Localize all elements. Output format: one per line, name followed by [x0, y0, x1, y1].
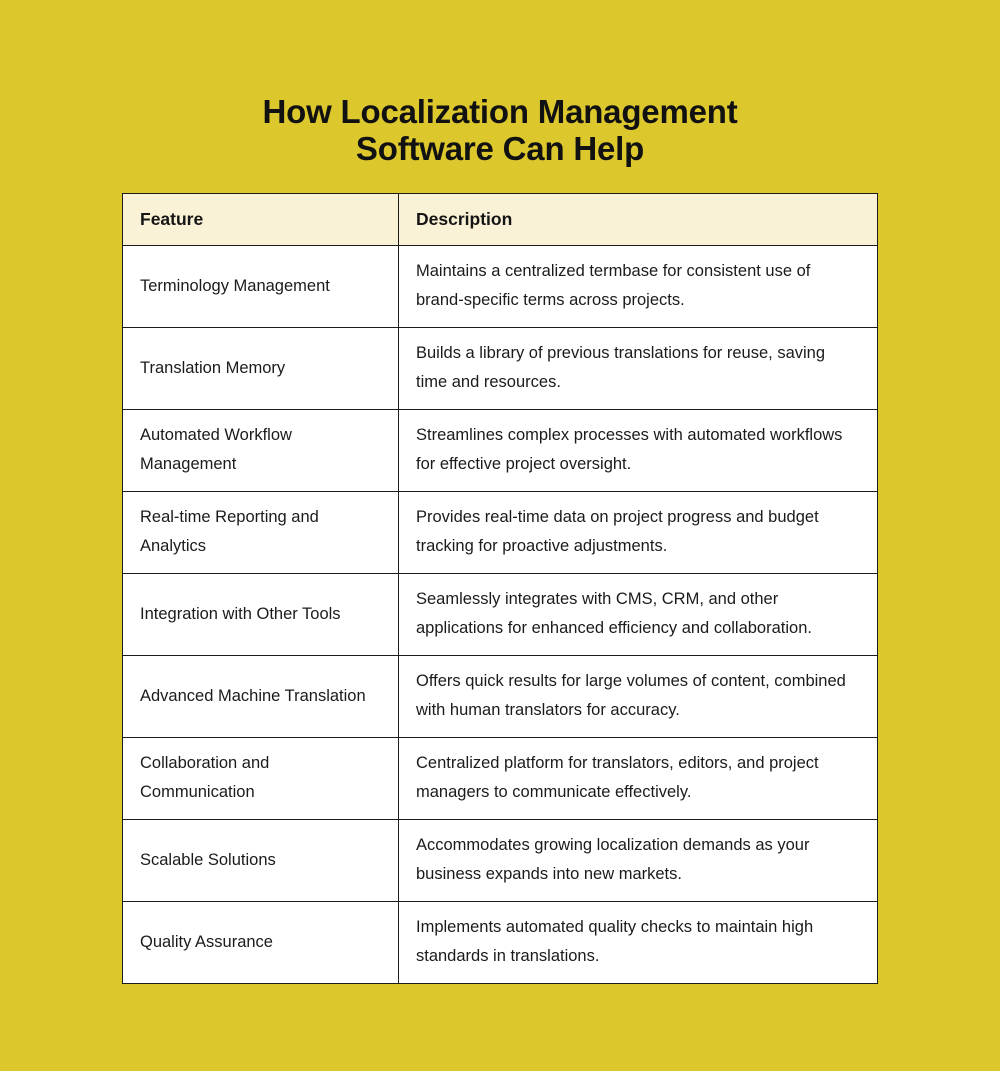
table-row	[123, 410, 878, 492]
description-cell: Centralized platform for translators, editors, and project managers to communicate effectively.	[399, 738, 878, 820]
feature-cell: Integration with Other Tools	[123, 574, 399, 656]
feature-table	[122, 193, 878, 984]
description-cell: Maintains a centralized termbase for consistent use of brand-specific terms across projects.	[399, 246, 878, 328]
table-row	[123, 246, 878, 328]
description-cell: Offers quick results for large volumes of content, combined with human translators for accuracy.	[399, 656, 878, 738]
page-title-line1: How Localization Management	[262, 93, 738, 131]
table-row	[123, 902, 878, 984]
feature-cell: Scalable Solutions	[123, 820, 399, 902]
table-row	[123, 820, 878, 902]
table-header-row	[123, 194, 878, 246]
table-row	[123, 656, 878, 738]
description-cell: Seamlessly integrates with CMS, CRM, and other applications for enhanced efficiency and collaboration.	[399, 574, 878, 656]
feature-cell: Translation Memory	[123, 328, 399, 410]
feature-cell: Quality Assurance	[123, 902, 399, 984]
page-title-line2: Software Can Help	[355, 130, 645, 168]
table-row	[123, 328, 878, 410]
table-row	[123, 738, 878, 820]
feature-cell: Real-time Reporting and Analytics	[123, 492, 399, 574]
feature-cell: Collaboration and Communication	[123, 738, 399, 820]
feature-table-container	[122, 193, 877, 984]
feature-cell: Terminology Management	[123, 246, 399, 328]
description-cell: Streamlines complex processes with automated workflows for effective project oversight.	[399, 410, 878, 492]
column-header-description: Description	[399, 194, 878, 246]
column-header-feature: Feature	[123, 194, 399, 246]
description-cell: Builds a library of previous translations for reuse, saving time and resources.	[399, 328, 878, 410]
description-cell: Provides real-time data on project progress and budget tracking for proactive adjustments.	[399, 492, 878, 574]
feature-cell: Advanced Machine Translation	[123, 656, 399, 738]
table-body	[123, 246, 878, 984]
table-header	[123, 194, 878, 246]
description-cell: Implements automated quality checks to maintain high standards in translations.	[399, 902, 878, 984]
table-row	[123, 574, 878, 656]
description-cell: Accommodates growing localization demands as your business expands into new markets.	[399, 820, 878, 902]
feature-cell: Automated Workflow Management	[123, 410, 399, 492]
table-row	[123, 492, 878, 574]
page-title	[0, 93, 1000, 167]
